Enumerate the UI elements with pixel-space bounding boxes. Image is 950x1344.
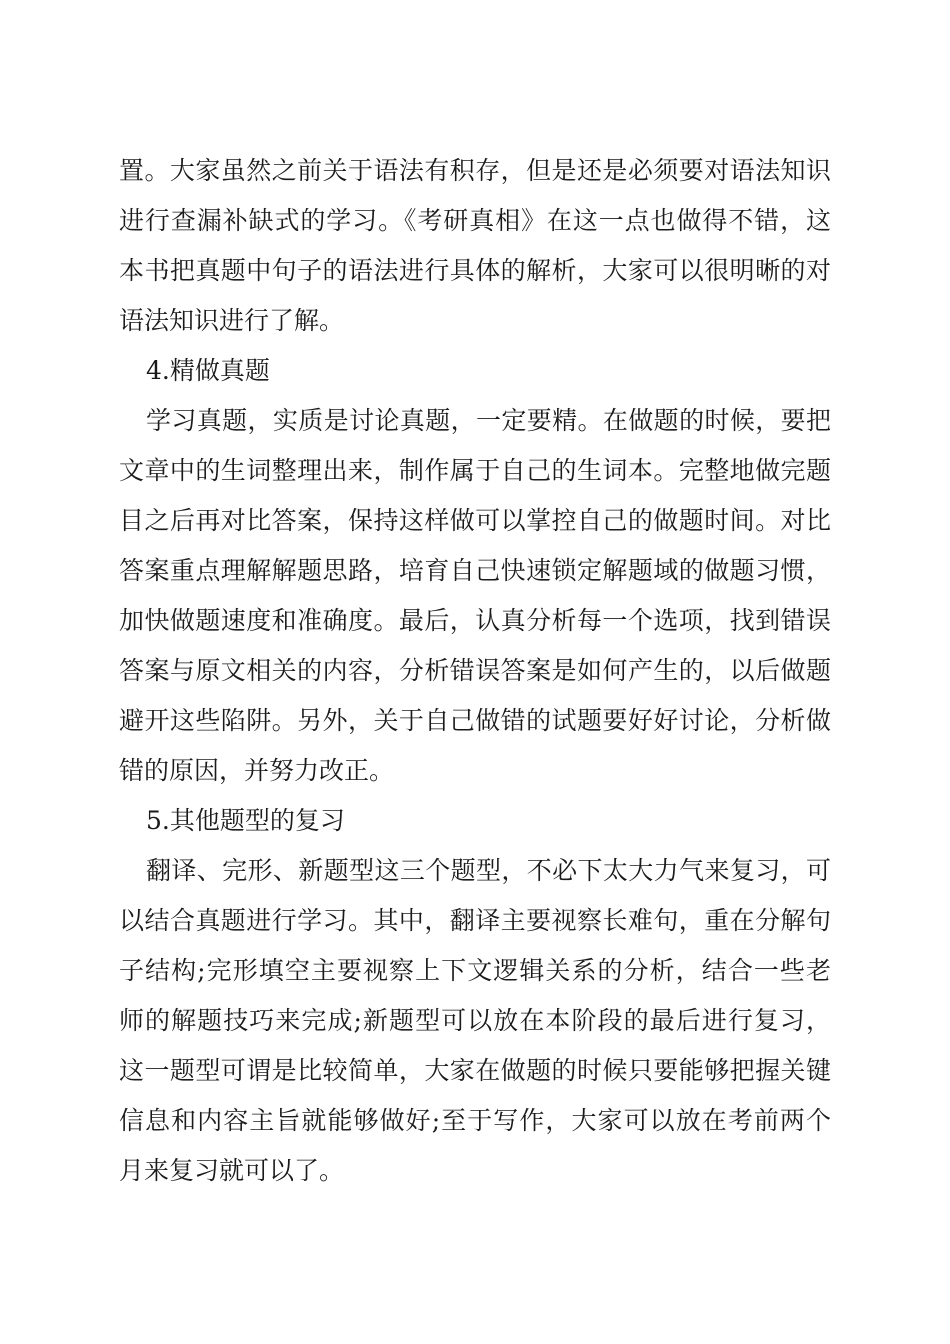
- text-line: 子结构;完形填空主要视察上下文逻辑关系的分析，结合一些老: [119, 956, 831, 985]
- document-body: [119, 146, 831, 1196]
- section-heading-4: 4.精做真题: [146, 356, 270, 385]
- text-line: 本书把真题中句子的语法进行具体的解析，大家可以很明晰的对: [119, 256, 831, 285]
- text-line: 师的解题技巧来完成;新题型可以放在本阶段的最后进行复习，: [119, 1006, 831, 1035]
- text-line: 避开这些陷阱。另外，关于自己做错的试题要好好讨论，分析做: [119, 706, 831, 735]
- text-line: 语法知识进行了解。: [119, 306, 345, 335]
- text-line: 以结合真题进行学习。其中，翻译主要视察长难句，重在分解句: [119, 906, 831, 935]
- section-heading-5: 5.其他题型的复习: [146, 806, 345, 835]
- text-line: 信息和内容主旨就能够做好;至于写作，大家可以放在考前两个: [119, 1106, 831, 1135]
- text-line: 进行查漏补缺式的学习。《考研真相》在这一点也做得不错，这: [119, 206, 831, 235]
- paragraph-5: [119, 846, 831, 1196]
- text-line: 答案重点理解解题思路，培育自己快速锁定解题域的做题习惯，: [119, 556, 831, 585]
- text-line: 文章中的生词整理出来，制作属于自己的生词本。完整地做完题: [119, 456, 831, 485]
- text-line: 月来复习就可以了。: [119, 1156, 345, 1185]
- text-line: 答案与原文相关的内容，分析错误答案是如何产生的，以后做题: [119, 656, 831, 685]
- text-line: 目之后再对比答案，保持这样做可以掌控自己的做题时间。对比: [119, 506, 831, 535]
- text-line: 这一题型可谓是比较简单，大家在做题的时候只要能够把握关键: [119, 1056, 831, 1085]
- text-line: 翻译、完形、新题型这三个题型，不必下太大力气来复习，可: [146, 856, 831, 885]
- paragraph-4: [119, 396, 831, 796]
- paragraph-continued: [119, 146, 831, 346]
- text-line: 学习真题，实质是讨论真题，一定要精。在做题的时候，要把: [146, 406, 831, 435]
- text-line: 错的原因，并努力改正。: [119, 756, 395, 785]
- text-line: 置。大家虽然之前关于语法有积存，但是还是必须要对语法知识: [119, 156, 831, 185]
- text-line: 加快做题速度和准确度。最后，认真分析每一个选项，找到错误: [119, 606, 831, 635]
